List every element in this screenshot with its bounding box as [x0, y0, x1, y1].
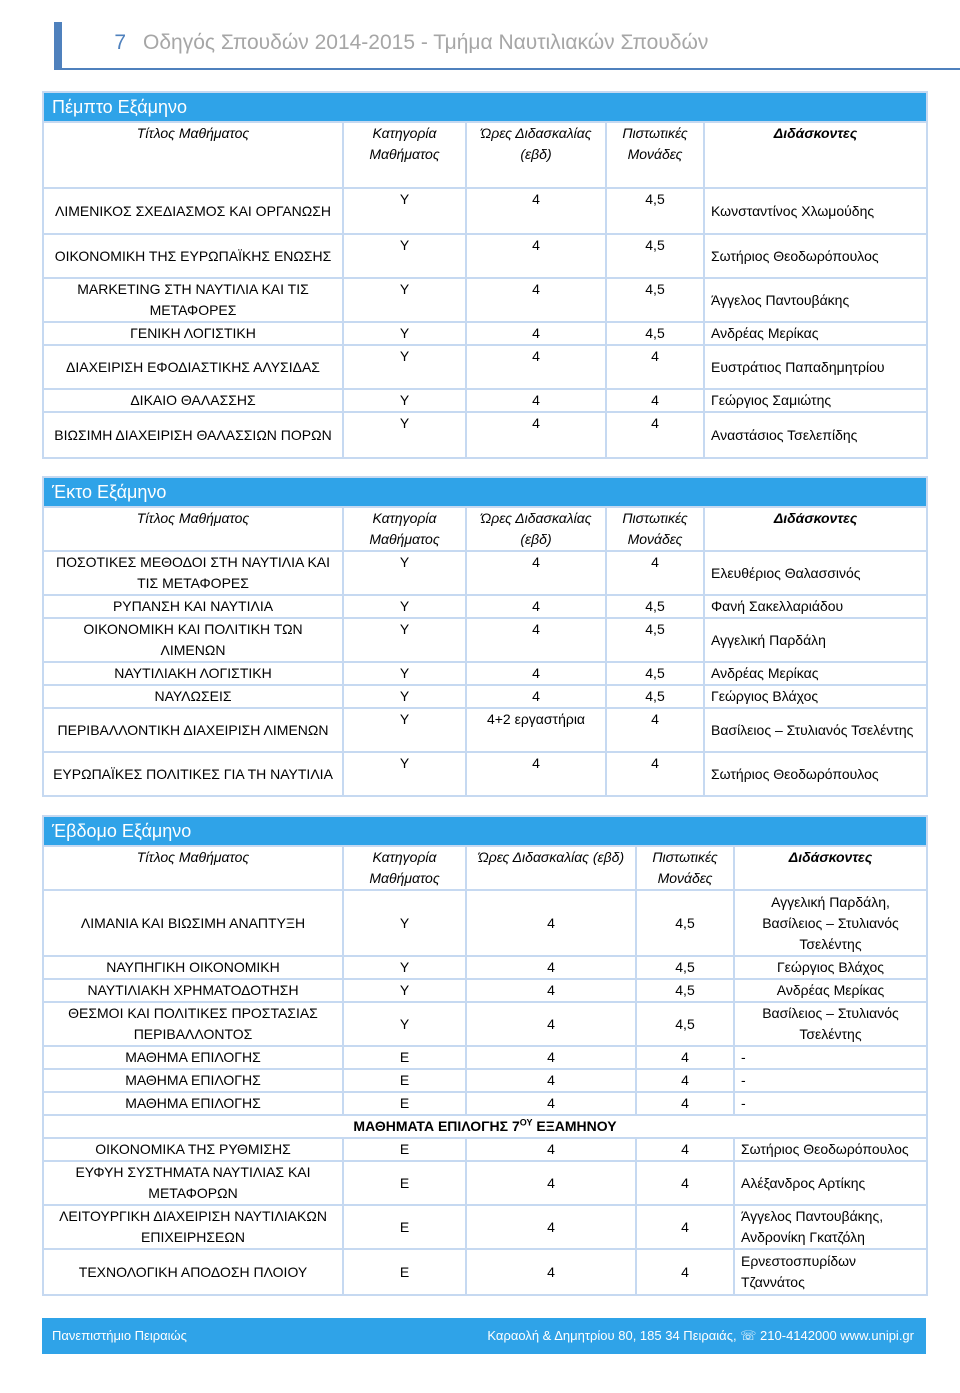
course-category: Υ — [343, 412, 466, 458]
course-credits: 4,5 — [606, 685, 704, 708]
course-teachers: Σωτήριος Θεοδωρόπουλος — [704, 752, 927, 796]
course-title: ΝΑΥΠΗΓΙΚΗ ΟΙΚΟΝΟΜΙΚΗ — [43, 956, 343, 979]
course-hours: 4 — [466, 345, 606, 389]
course-credits: 4 — [606, 551, 704, 595]
course-teachers: Ανδρέας Μερίκας — [704, 662, 927, 685]
course-teachers: Άγγελος Παντουβάκης, Ανδρονίκη Γκατζόλη — [734, 1205, 927, 1249]
footer-university: Πανεπιστήμιο Πειραιώς — [52, 1328, 187, 1343]
course-credits: 4,5 — [606, 322, 704, 345]
course-credits: 4,5 — [606, 662, 704, 685]
course-title: ΜΑΘΗΜΑ ΕΠΙΛΟΓΗΣ — [43, 1046, 343, 1069]
course-title: ΟΙΚΟΝΟΜΙΚΗ ΚΑΙ ΠΟΛΙΤΙΚΗ ΤΩΝ ΛΙΜΕΝΩΝ — [43, 618, 343, 662]
col-header-teachers: Διδάσκοντες — [734, 846, 927, 890]
course-teachers: Βασίλειος – Στυλιανός Τσελέντης — [704, 708, 927, 752]
semester-7-table — [42, 815, 928, 1296]
course-category: Ε — [343, 1205, 466, 1249]
electives-heading: ΜΑΘΗΜΑΤΑ ΕΠΙΛΟΓΗΣ $7^{O\Upsilon}$ ΕΞΑΜΗΝΟΥ — [43, 1115, 927, 1138]
table-row — [43, 618, 927, 662]
col-header-teachers: Διδάσκοντες — [704, 507, 927, 551]
course-teachers: - — [734, 1069, 927, 1092]
course-title: ΠΟΣΟΤΙΚΕΣ ΜΕΘΟΔΟΙ ΣΤΗ ΝΑΥΤΙΛΙΑ ΚΑΙ ΤΙΣ ΜΕΤΑΦΟΡΕΣ — [43, 551, 343, 595]
page-title: Οδηγός Σπουδών 2014-2015 - Τμήμα Ναυτιλιακών Σπουδών — [143, 31, 709, 54]
course-teachers: Ερνεστοσπυρίδων Τζαννάτος — [734, 1249, 927, 1295]
course-hours: 4 — [466, 1002, 636, 1046]
course-hours: 4 — [466, 685, 606, 708]
course-category: Υ — [343, 345, 466, 389]
course-category: Υ — [343, 956, 466, 979]
col-header-title: Τίτλος Μαθήματος — [43, 846, 343, 890]
table-row — [43, 979, 927, 1002]
course-category: Ε — [343, 1161, 466, 1205]
course-teachers: Ελευθέριος Θαλασσινός — [704, 551, 927, 595]
course-credits: 4,5 — [606, 595, 704, 618]
course-credits: 4 — [606, 345, 704, 389]
course-credits: 4 — [636, 1069, 734, 1092]
course-teachers: Φανή Σακελλαριάδου — [704, 595, 927, 618]
course-teachers: Αλέξανδρος Αρτίκης — [734, 1161, 927, 1205]
course-hours: 4 — [466, 1046, 636, 1069]
course-teachers: Σωτήριος Θεοδωρόπουλος — [704, 234, 927, 278]
course-category: Υ — [343, 595, 466, 618]
course-teachers: Αγγελική Παρδάλη — [704, 618, 927, 662]
course-category: Υ — [343, 890, 466, 956]
course-teachers: Γεώργιος Βλάχος — [734, 956, 927, 979]
table-row — [43, 595, 927, 618]
table-row — [43, 345, 927, 389]
course-hours: 4 — [466, 956, 636, 979]
header-rule — [54, 68, 960, 70]
course-credits: 4,5 — [636, 1002, 734, 1046]
table-row — [43, 685, 927, 708]
course-credits: 4 — [606, 389, 704, 412]
course-title: ΕΥΦΥΗ ΣΥΣΤΗΜΑΤΑ ΝΑΥΤΙΛΙΑΣ ΚΑΙ ΜΕΤΑΦΟΡΩΝ — [43, 1161, 343, 1205]
course-title: ΝΑΥΤΙΛΙΑΚΗ ΧΡΗΜΑΤΟΔΟΤΗΣΗ — [43, 979, 343, 1002]
course-category: Ε — [343, 1249, 466, 1295]
course-teachers: Γεώργιος Σαμιώτης — [704, 389, 927, 412]
course-credits: 4 — [636, 1161, 734, 1205]
course-category: Ε — [343, 1092, 466, 1115]
page-footer — [42, 1318, 926, 1354]
semester-title: Έκτο Εξάμηνο — [43, 477, 927, 507]
course-teachers: Βασίλειος – Στυλιανός Τσελέντης — [734, 1002, 927, 1046]
course-category: Υ — [343, 708, 466, 752]
semester-title: Πέμπτο Εξάμηνο — [43, 92, 927, 122]
course-title: ΛΙΜΕΝΙΚΟΣ ΣΧΕΔΙΑΣΜΟΣ ΚΑΙ ΟΡΓΑΝΩΣΗ — [43, 188, 343, 234]
course-category: Υ — [343, 188, 466, 234]
table-row — [43, 188, 927, 234]
course-category: Υ — [343, 389, 466, 412]
course-category: Υ — [343, 752, 466, 796]
course-credits: 4 — [606, 708, 704, 752]
course-hours: 4 — [466, 412, 606, 458]
col-header-title: Τίτλος Μαθήματος — [43, 507, 343, 551]
course-category: Υ — [343, 322, 466, 345]
course-category: Υ — [343, 618, 466, 662]
table-row — [43, 752, 927, 796]
table-row — [43, 956, 927, 979]
course-title: ΒΙΩΣΙΜΗ ΔΙΑΧΕΙΡΙΣΗ ΘΑΛΑΣΣΙΩΝ ΠΟΡΩΝ — [43, 412, 343, 458]
course-category: Υ — [343, 278, 466, 322]
table-row — [43, 322, 927, 345]
course-hours: 4 — [466, 662, 606, 685]
table-row — [43, 278, 927, 322]
course-category: Υ — [343, 662, 466, 685]
course-hours: 4 — [466, 618, 606, 662]
course-title: ΜΑΘΗΜΑ ΕΠΙΛΟΓΗΣ — [43, 1069, 343, 1092]
course-teachers: Γεώργιος Βλάχος — [704, 685, 927, 708]
course-credits: 4,5 — [606, 278, 704, 322]
col-header-teachers: Διδάσκοντες — [704, 122, 927, 188]
course-title: ΔΙΚΑΙΟ ΘΑΛΑΣΣΗΣ — [43, 389, 343, 412]
course-hours: 4 — [466, 890, 636, 956]
table-row — [43, 1138, 927, 1161]
course-teachers: Ανδρέας Μερίκας — [734, 979, 927, 1002]
course-hours: 4 — [466, 979, 636, 1002]
course-credits: 4 — [606, 412, 704, 458]
table-row — [43, 1249, 927, 1295]
course-hours: 4 — [466, 234, 606, 278]
course-title: MARKETING ΣΤΗ ΝΑΥΤΙΛΙΑ ΚΑΙ ΤΙΣ ΜΕΤΑΦΟΡΕΣ — [43, 278, 343, 322]
course-title: ΟΙΚΟΝΟΜΙΚΗ ΤΗΣ ΕΥΡΩΠΑΪΚΗΣ ΕΝΩΣΗΣ — [43, 234, 343, 278]
footer-contact: Καραολή & Δημητρίου 80, 185 34 Πειραιάς, ☏ 210-4142000 www.unipi.gr — [487, 1328, 914, 1343]
course-title: ΛΕΙΤΟΥΡΓΙΚΗ ΔΙΑΧΕΙΡΙΣΗ ΝΑΥΤΙΛΙΑΚΩΝ ΕΠΙΧΕΙΡΗΣΕΩΝ — [43, 1205, 343, 1249]
course-category: Ε — [343, 1069, 466, 1092]
course-hours: 4 — [466, 551, 606, 595]
table-row — [43, 551, 927, 595]
col-header-credits: Πιστωτικές Μονάδες — [606, 507, 704, 551]
electives-heading-row — [43, 1115, 927, 1138]
table-row — [43, 412, 927, 458]
table-row — [43, 1161, 927, 1205]
col-header-hours: Ώρες Διδασκαλίας (εβδ) — [466, 507, 606, 551]
course-hours: 4 — [466, 595, 606, 618]
col-header-category: Κατηγορία Μαθήματος — [343, 846, 466, 890]
course-category: Υ — [343, 979, 466, 1002]
table-row — [43, 1205, 927, 1249]
page-number: 7 — [114, 31, 126, 54]
table-row — [43, 1092, 927, 1115]
course-hours: 4 — [466, 389, 606, 412]
course-hours: 4 — [466, 1069, 636, 1092]
course-category: Υ — [343, 1002, 466, 1046]
course-title: ΝΑΥΛΩΣΕΙΣ — [43, 685, 343, 708]
table-row — [43, 708, 927, 752]
col-header-credits: Πιστωτικές Μονάδες — [606, 122, 704, 188]
course-hours: 4 — [466, 278, 606, 322]
course-credits: 4 — [636, 1046, 734, 1069]
course-hours: 4 — [466, 1205, 636, 1249]
course-category: Ε — [343, 1138, 466, 1161]
course-hours: 4 — [466, 1092, 636, 1115]
course-credits: 4,5 — [636, 956, 734, 979]
course-credits: 4 — [636, 1205, 734, 1249]
course-credits: 4 — [636, 1249, 734, 1295]
course-hours: 4 — [466, 1138, 636, 1161]
course-credits: 4 — [636, 1138, 734, 1161]
course-teachers: Σωτήριος Θεοδωρόπουλος — [734, 1138, 927, 1161]
course-teachers: Ευστράτιος Παπαδημητρίου — [704, 345, 927, 389]
course-credits: 4,5 — [636, 890, 734, 956]
col-header-category: Κατηγορία Μαθήματος — [343, 507, 466, 551]
course-credits: 4 — [606, 752, 704, 796]
table-row — [43, 1046, 927, 1069]
table-row — [43, 234, 927, 278]
course-title: ΜΑΘΗΜΑ ΕΠΙΛΟΓΗΣ — [43, 1092, 343, 1115]
table-row — [43, 1069, 927, 1092]
course-credits: 4,5 — [606, 234, 704, 278]
semester-5-table — [42, 91, 928, 459]
course-teachers: Άγγελος Παντουβάκης — [704, 278, 927, 322]
course-teachers: - — [734, 1092, 927, 1115]
course-hours: 4 — [466, 1161, 636, 1205]
col-header-credits: Πιστωτικές Μονάδες — [636, 846, 734, 890]
page-header — [54, 0, 960, 88]
course-title: ΡΥΠΑΝΣΗ ΚΑΙ ΝΑΥΤΙΛΙΑ — [43, 595, 343, 618]
course-title: ΘΕΣΜΟΙ ΚΑΙ ΠΟΛΙΤΙΚΕΣ ΠΡΟΣΤΑΣΙΑΣ ΠΕΡΙΒΑΛΛΟΝΤΟΣ — [43, 1002, 343, 1046]
table-row — [43, 662, 927, 685]
table-row — [43, 890, 927, 956]
col-header-hours: Ώρες Διδασκαλίας (εβδ) — [466, 122, 606, 188]
course-title: ΤΕΧΝΟΛΟΓΙΚΗ ΑΠΟΔΟΣΗ ΠΛΟΙΟΥ — [43, 1249, 343, 1295]
course-hours: 4 — [466, 322, 606, 345]
col-header-category: Κατηγορία Μαθήματος — [343, 122, 466, 188]
col-header-title: Τίτλος Μαθήματος — [43, 122, 343, 188]
course-hours: 4 — [466, 188, 606, 234]
course-hours: 4 — [466, 1249, 636, 1295]
course-category: Υ — [343, 234, 466, 278]
course-title: ΕΥΡΩΠΑΪΚΕΣ ΠΟΛΙΤΙΚΕΣ ΓΙΑ ΤΗ ΝΑΥΤΙΛΙΑ — [43, 752, 343, 796]
course-teachers: Κωνσταντίνος Χλωμούδης — [704, 188, 927, 234]
course-credits: 4,5 — [636, 979, 734, 1002]
col-header-hours: Ώρες Διδασκαλίας (εβδ) — [466, 846, 636, 890]
course-title: ΓΕΝΙΚΗ ΛΟΓΙΣΤΙΚΗ — [43, 322, 343, 345]
course-teachers: - — [734, 1046, 927, 1069]
course-teachers: Αναστάσιος Τσελεπίδης — [704, 412, 927, 458]
course-category: Υ — [343, 551, 466, 595]
course-title: ΝΑΥΤΙΛΙΑΚΗ ΛΟΓΙΣΤΙΚΗ — [43, 662, 343, 685]
table-row — [43, 1002, 927, 1046]
course-category: Υ — [343, 685, 466, 708]
semester-title: Έβδομο Εξάμηνο — [43, 816, 927, 846]
course-title: ΟΙΚΟΝΟΜΙΚΑ ΤΗΣ ΡΥΘΜΙΣΗΣ — [43, 1138, 343, 1161]
course-credits: 4,5 — [606, 618, 704, 662]
course-teachers: Ανδρέας Μερίκας — [704, 322, 927, 345]
course-hours: 4+2 εργαστήρια — [466, 708, 606, 752]
course-title: ΠΕΡΙΒΑΛΛΟΝΤΙΚΗ ΔΙΑΧΕΙΡΙΣΗ ΛΙΜΕΝΩΝ — [43, 708, 343, 752]
course-credits: 4,5 — [606, 188, 704, 234]
course-title: ΛΙΜΑΝΙΑ ΚΑΙ ΒΙΩΣΙΜΗ ΑΝΑΠΤΥΞΗ — [43, 890, 343, 956]
course-teachers: Αγγελική Παρδάλη, Βασίλειος – Στυλιανός Τσελέντης — [734, 890, 927, 956]
course-category: Ε — [343, 1046, 466, 1069]
course-title: ΔΙΑΧΕΙΡΙΣΗ ΕΦΟΔΙΑΣΤΙΚΗΣ ΑΛΥΣΙΔΑΣ — [43, 345, 343, 389]
table-row — [43, 389, 927, 412]
course-hours: 4 — [466, 752, 606, 796]
semester-6-table — [42, 476, 928, 797]
course-credits: 4 — [636, 1092, 734, 1115]
